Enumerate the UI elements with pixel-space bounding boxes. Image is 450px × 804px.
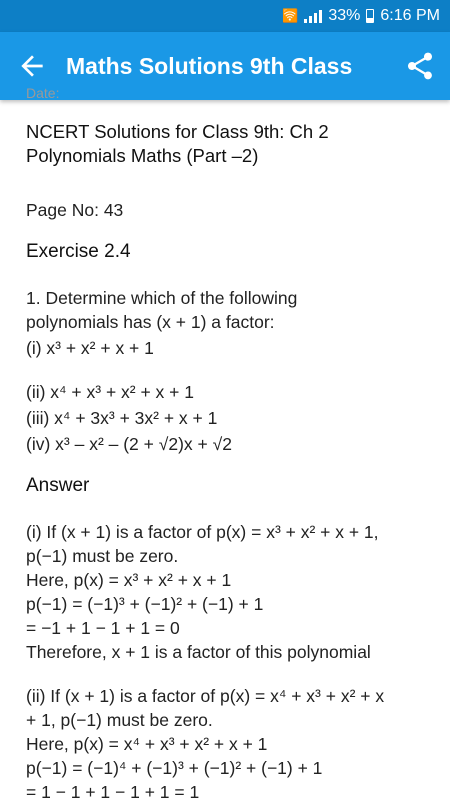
answer-2-line-4: p(−1) = (−1)⁴ + (−1)³ + (−1)² + (−1) + 1 bbox=[26, 758, 323, 778]
answer-label: Answer bbox=[26, 475, 90, 496]
question-line-1: 1. Determine which of the following bbox=[26, 288, 298, 308]
solution-content[interactable] bbox=[0, 85, 450, 802]
chapter-heading-line-1: NCERT Solutions for Class 9th: Ch 2 bbox=[26, 121, 329, 142]
answer-2-line-1: (ii) If (x + 1) is a factor of p(x) = x⁴ + x³ + x² + x bbox=[26, 686, 385, 706]
date-line: Date: bbox=[26, 85, 60, 101]
answer-2-line-2: + 1, p(−1) must be zero. bbox=[26, 710, 213, 730]
answer-1-line-1: (i) If (x + 1) is a factor of p(x) = x³ + x² + x + 1, bbox=[26, 522, 379, 542]
answer-1-line-6: Therefore, x + 1 is a factor of this polynomial bbox=[26, 642, 371, 662]
wifi-icon: 🛜 bbox=[282, 8, 299, 23]
exercise-title: Exercise 2.4 bbox=[26, 241, 131, 262]
app-title: Maths Solutions 9th Class bbox=[66, 53, 353, 79]
question-line-2: polynomials has (x + 1) a factor: bbox=[26, 312, 275, 332]
answer-1-line-3: Here, p(x) = x³ + x² + x + 1 bbox=[26, 570, 232, 590]
solution-text bbox=[26, 86, 436, 804]
status-bar bbox=[0, 0, 450, 32]
question-part-ii: (ii) x⁴ + x³ + x² + x + 1 bbox=[26, 382, 194, 402]
answer-1-line-2: p(−1) must be zero. bbox=[26, 546, 179, 566]
answer-2-line-5: = 1 − 1 + 1 − 1 + 1 = 1 bbox=[26, 782, 200, 802]
arrow-back-icon[interactable] bbox=[16, 50, 48, 82]
share-icon[interactable] bbox=[404, 50, 436, 82]
question-part-iv: (iv) x³ – x² – (2 + √2)x + √2 bbox=[26, 434, 232, 454]
chapter-heading-line-2: Polynomials Maths (Part –2) bbox=[26, 145, 259, 166]
clock: 6:16 PM bbox=[380, 7, 440, 24]
status-icons bbox=[282, 6, 440, 26]
answer-1-line-4: p(−1) = (−1)³ + (−1)² + (−1) + 1 bbox=[26, 594, 264, 614]
page-number: Page No: 43 bbox=[26, 200, 124, 220]
question-part-i: (i) x³ + x² + x + 1 bbox=[26, 338, 154, 358]
signal-icon bbox=[304, 9, 322, 23]
question-part-iii: (iii) x⁴ + 3x³ + 3x² + x + 1 bbox=[26, 408, 218, 428]
battery-icon bbox=[366, 9, 374, 23]
battery-percent: 33% bbox=[328, 7, 361, 24]
answer-1-line-5: = −1 + 1 − 1 + 1 = 0 bbox=[26, 618, 180, 638]
answer-2-line-3: Here, p(x) = x⁴ + x³ + x² + x + 1 bbox=[26, 734, 268, 754]
